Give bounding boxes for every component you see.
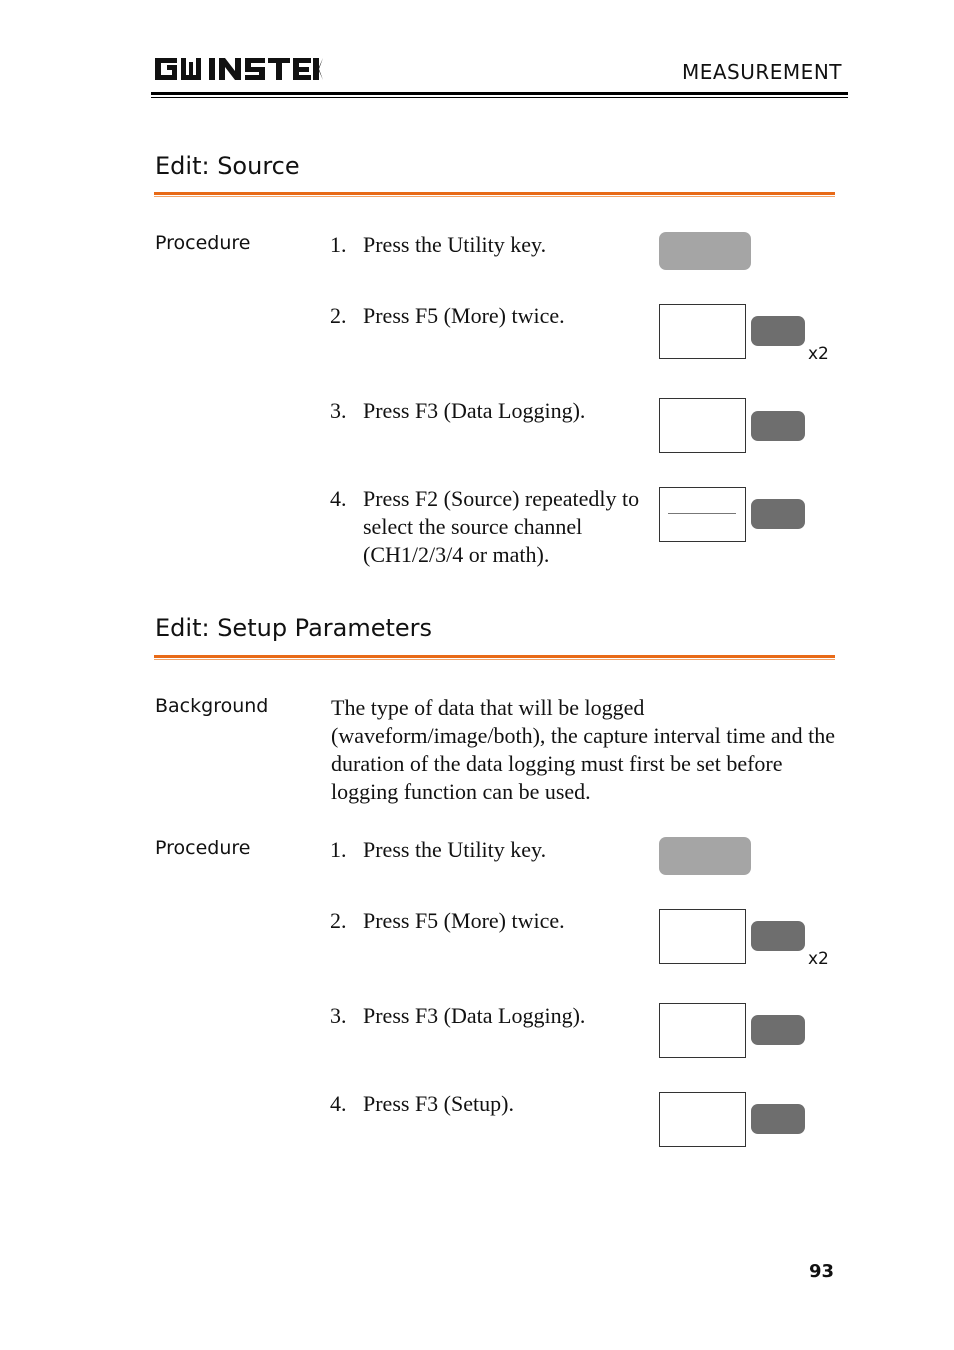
step-text: Press F3 (Data Logging). xyxy=(363,398,586,423)
softkey-menu-icon xyxy=(659,304,746,359)
step-text: Press the Utility key. xyxy=(363,837,547,862)
softkey-menu-icon xyxy=(659,398,746,453)
step-number: 1. xyxy=(330,232,347,257)
gw-instek-logo xyxy=(153,54,323,84)
repeat-count-label: x2 xyxy=(808,949,829,969)
page-number: 93 xyxy=(808,1261,834,1282)
header-rule-thin xyxy=(151,97,848,98)
softkey-menu-icon xyxy=(659,909,746,964)
softkey-menu-icon xyxy=(659,487,746,542)
utility-key-icon xyxy=(659,232,751,270)
step-number: 2. xyxy=(330,303,347,328)
function-key-icon xyxy=(751,921,805,951)
function-key-icon xyxy=(751,1015,805,1045)
repeat-count-label: x2 xyxy=(808,344,829,364)
function-key-icon xyxy=(751,316,805,346)
utility-key-icon xyxy=(659,837,751,875)
step-text: Press F5 (More) twice. xyxy=(363,303,565,328)
section-rule-thin xyxy=(154,196,835,197)
step-text: Press F3 (Setup). xyxy=(363,1091,514,1116)
background-label: Background xyxy=(155,695,269,717)
section-rule-thin xyxy=(154,659,835,660)
step-number: 4. xyxy=(330,1091,347,1116)
step-number: 2. xyxy=(330,908,347,933)
step-item xyxy=(330,1002,650,1030)
step-item xyxy=(330,1090,650,1118)
header-rule xyxy=(151,92,848,95)
step-number: 3. xyxy=(330,398,347,423)
function-key-icon xyxy=(751,1104,805,1134)
step-item xyxy=(330,397,650,425)
step-text: Press F2 (Source) repeatedly to select the source channel (CH1/2/3/4 or math). xyxy=(363,486,640,567)
section-rule xyxy=(154,655,835,658)
section-rule xyxy=(154,192,835,195)
section-title-setup-parameters: Edit: Setup Parameters xyxy=(155,614,433,642)
step-text: Press F5 (More) twice. xyxy=(363,908,565,933)
step-text: Press F3 (Data Logging). xyxy=(363,1003,586,1028)
softkey-divider xyxy=(668,513,736,514)
softkey-menu-icon xyxy=(659,1003,746,1058)
step-text: Press the Utility key. xyxy=(363,232,547,257)
background-text: The type of data that will be logged (waveform/image/both), the capture interval time and the duration of the data logging must first be set before logging function can be used. xyxy=(331,695,835,804)
step-item xyxy=(330,836,650,864)
function-key-icon xyxy=(751,411,805,441)
procedure-label: Procedure xyxy=(155,232,251,254)
step-item xyxy=(330,302,650,330)
step-item xyxy=(330,485,650,569)
step-number: 4. xyxy=(330,486,347,511)
section-title-edit-source: Edit: Source xyxy=(155,152,300,180)
step-number: 1. xyxy=(330,837,347,862)
step-number: 3. xyxy=(330,1003,347,1028)
step-item xyxy=(330,907,650,935)
procedure-label: Procedure xyxy=(155,837,251,859)
softkey-menu-icon xyxy=(659,1092,746,1147)
function-key-icon xyxy=(751,499,805,529)
header-title: MEASUREMENT xyxy=(681,60,842,84)
step-item xyxy=(330,231,650,259)
